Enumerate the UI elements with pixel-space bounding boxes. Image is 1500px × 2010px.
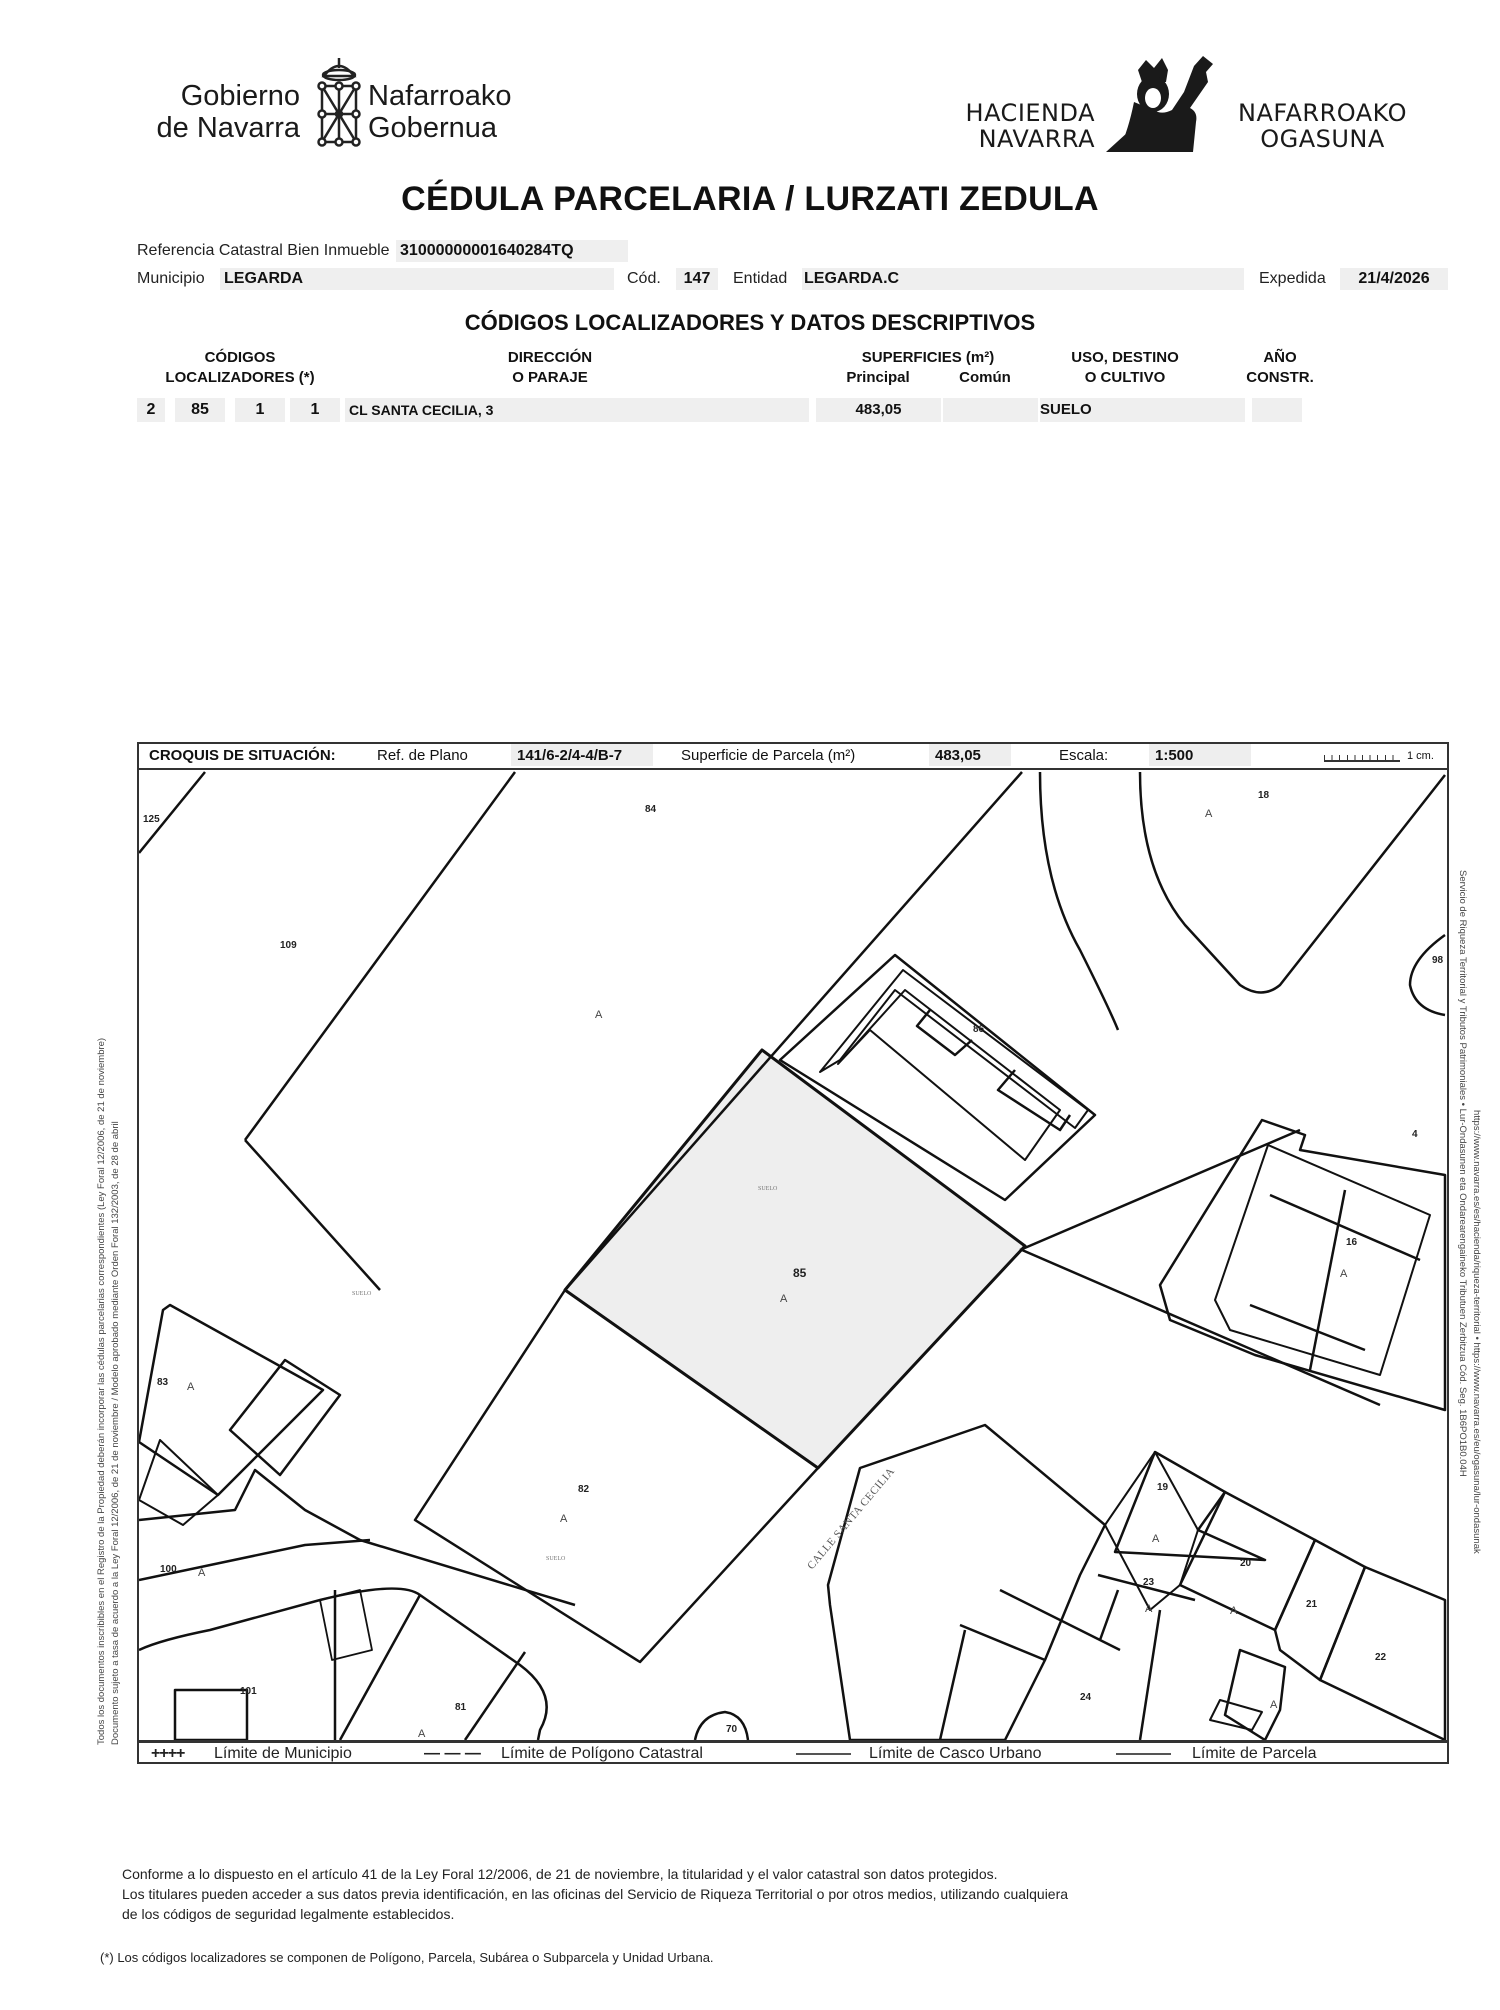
side-legal-line2: Documento sujeto a tasa de acuerdo a la Ley Foral 12/2006, de 21 de noviembre / Modelo aprobado mediante Orden Foral 132/2003, de 28 de abril bbox=[110, 1121, 121, 1745]
parcel-label: 18 bbox=[1258, 790, 1270, 801]
legend-municipio-label: Límite de Municipio bbox=[214, 1745, 352, 1762]
ref-catastral-label: Referencia Catastral Bien Inmueble bbox=[137, 242, 390, 259]
side-legal-line1: Todos los documentos inscribibles en el Registro de la Propiedad deberán incorporar las cédulas parcelarias correspondientes (Ley Foral 12/2006, de 21 de noviembre) bbox=[96, 1037, 107, 1745]
hacienda-logo-line: NAVARRA bbox=[978, 125, 1095, 153]
section-title: CÓDIGOS LOCALIZADORES Y DATOS DESCRIPTIVOS bbox=[464, 310, 1036, 335]
legend-casco-label: Límite de Casco Urbano bbox=[869, 1745, 1042, 1762]
legal-notice bbox=[122, 1864, 1382, 1924]
subparcel-letter: A bbox=[595, 1009, 603, 1021]
gov-logo-line: Gobernua bbox=[368, 112, 497, 144]
header-direccion bbox=[450, 348, 650, 388]
legend-casco-line-icon bbox=[796, 1753, 851, 1755]
side-legal-text-right bbox=[1456, 870, 1486, 1554]
cell-anio bbox=[1252, 398, 1302, 422]
header-codigos-line1: CÓDIGOS bbox=[204, 349, 276, 366]
hacienda-logo-line: NAFARROAKO bbox=[1238, 99, 1407, 127]
parcel-85-highlight bbox=[565, 1050, 1025, 1468]
parcel-label: 83 bbox=[157, 1377, 169, 1388]
header-principal: Principal bbox=[846, 369, 910, 386]
header-uso-line2: O CULTIVO bbox=[1084, 369, 1166, 386]
header-direccion-line1: DIRECCIÓN bbox=[507, 349, 593, 366]
hacienda-logo-text-left bbox=[945, 100, 1095, 152]
legend-parcela-label: Límite de Parcela bbox=[1192, 1745, 1317, 1762]
header-direccion-line2: O PARAJE bbox=[512, 369, 588, 386]
municipio-row bbox=[137, 268, 205, 290]
expedida-label: Expedida bbox=[1259, 270, 1326, 287]
header-anio-line1: AÑO bbox=[1263, 349, 1297, 366]
scale-bar-label: 1 cm. bbox=[1407, 750, 1434, 762]
cell-parcela: 85 bbox=[175, 398, 225, 422]
use-label-suelo: SUELO bbox=[758, 1186, 778, 1192]
legend-poligono-label: Límite de Polígono Catastral bbox=[501, 1745, 703, 1762]
subparcel-letter: A bbox=[1205, 808, 1213, 820]
parcel-label: 19 bbox=[1157, 1482, 1169, 1493]
gov-logo-line: Gobierno bbox=[180, 80, 300, 112]
subparcel-letter: A bbox=[1340, 1268, 1348, 1280]
municipio-label: Municipio bbox=[137, 270, 205, 287]
use-label-suelo: SUELO bbox=[352, 1291, 372, 1297]
side-service-line2: https://www.navarra.es/es/hacienda/riqueza-territorial • https://www.navarra.es/eu/ogasuna/lur-ondasunak bbox=[1471, 1110, 1482, 1554]
legend-parcela-line-icon bbox=[1116, 1753, 1171, 1755]
header-comun: Común bbox=[959, 369, 1011, 386]
hacienda-logo-line: HACIENDA bbox=[965, 99, 1095, 127]
hacienda-logo-text-right bbox=[1225, 100, 1420, 152]
parcel-label: 98 bbox=[1432, 955, 1444, 966]
legal-notice-line: Los titulares pueden acceder a sus datos previa identificación, en las oficinas del Servicio de Riqueza Territorial o por otros medios, utilizando cualquiera bbox=[122, 1886, 1069, 1902]
expedida-value: 21/4/2026 bbox=[1340, 268, 1448, 290]
entidad-label: Entidad bbox=[733, 270, 788, 287]
parcel-label: 82 bbox=[578, 1484, 590, 1495]
ref-plano-value: 141/6-2/4-4/B-7 bbox=[511, 744, 653, 766]
king-figure-icon bbox=[1098, 52, 1223, 157]
gov-logo-line: Nafarroako bbox=[368, 80, 512, 112]
parcel-label: 23 bbox=[1143, 1577, 1155, 1588]
parcel-label: 21 bbox=[1306, 1599, 1318, 1610]
scale-bar-icon bbox=[1324, 750, 1400, 762]
hacienda-logo-line: OGASUNA bbox=[1260, 125, 1385, 153]
entidad-value: LEGARDA.C bbox=[802, 268, 1244, 290]
parcel-label: 86 bbox=[973, 1024, 985, 1035]
cell-subarea: 1 bbox=[235, 398, 285, 422]
municipio-value: LEGARDA bbox=[220, 268, 614, 290]
header-uso-line1: USO, DESTINO bbox=[1071, 349, 1179, 366]
map-title: CROQUIS DE SITUACIÓN: bbox=[149, 747, 336, 764]
header-uso bbox=[1040, 348, 1210, 388]
parcel-label: 125 bbox=[143, 814, 160, 825]
map-header bbox=[139, 744, 1447, 770]
cell-principal: 483,05 bbox=[816, 398, 941, 422]
cell-uso: SUELO bbox=[1040, 398, 1245, 422]
use-label-suelo: SUELO bbox=[546, 1556, 566, 1562]
header-superficies-line1: SUPERFICIES (m²) bbox=[861, 349, 995, 366]
header-codigos-line2: LOCALIZADORES (*) bbox=[165, 369, 315, 386]
parcel-label: 70 bbox=[726, 1724, 738, 1735]
parcel-label: 84 bbox=[645, 804, 657, 815]
subparcel-letter: A bbox=[187, 1381, 195, 1393]
legal-notice-line: de los códigos de seguridad legalmente establecidos. bbox=[122, 1906, 455, 1922]
subparcel-letter: A bbox=[780, 1293, 788, 1305]
parcel-label: 109 bbox=[280, 940, 297, 951]
cod-value: 147 bbox=[676, 268, 718, 290]
legend-poligono-symbol: — — — bbox=[424, 1745, 481, 1762]
map-legend bbox=[139, 1740, 1447, 1762]
legend-municipio-symbol: ++++ bbox=[151, 1745, 185, 1762]
side-service-line1: Servicio de Riqueza Territorial y Tributos Patrimoniales • Lur-Ondasunen eta Ondarearengaineko Tributuen Zerbitzua Cód. Seg. 1B6PO1B0.04H bbox=[1457, 870, 1468, 1477]
cell-unidad: 1 bbox=[290, 398, 340, 422]
parcel-label: 16 bbox=[1346, 1237, 1358, 1248]
parcel-label: 4 bbox=[1412, 1129, 1418, 1140]
gov-logo-text-right bbox=[368, 80, 511, 144]
parcel-label: 20 bbox=[1240, 1558, 1252, 1569]
cell-direccion: CL SANTA CECILIA, 3 bbox=[345, 398, 809, 422]
subparcel-letter: A bbox=[418, 1728, 426, 1740]
ref-catastral-value: 31000000001640284TQ bbox=[396, 240, 628, 262]
navarra-coat-of-arms-icon bbox=[314, 54, 364, 150]
subparcel-letter: A bbox=[1152, 1533, 1160, 1545]
escala-value: 1:500 bbox=[1149, 744, 1251, 766]
ref-plano-label: Ref. de Plano bbox=[377, 747, 468, 764]
footnote: (*) Los códigos localizadores se componen de Polígono, Parcela, Subárea o Subparcela y Unidad Urbana. bbox=[100, 1950, 714, 1965]
gov-logo-line: de Navarra bbox=[156, 112, 300, 144]
side-legal-text-left bbox=[96, 1037, 126, 1746]
parcel-label: 24 bbox=[1080, 1692, 1092, 1703]
subparcel-letter: A bbox=[1145, 1603, 1153, 1615]
header-anio-line2: CONSTR. bbox=[1246, 369, 1314, 386]
subparcel-letter: A bbox=[560, 1513, 568, 1525]
parcel-label: 101 bbox=[240, 1686, 257, 1697]
subparcel-letter: A bbox=[198, 1567, 206, 1579]
header-superficies bbox=[828, 348, 1028, 368]
escala-label: Escala: bbox=[1059, 747, 1109, 764]
parcel-label: 81 bbox=[455, 1702, 467, 1713]
legal-notice-line: Conforme a lo dispuesto en el artículo 41 de la Ley Foral 12/2006, de 21 de noviembre, la titularidad y el valor catastral son datos protegidos. bbox=[122, 1866, 998, 1882]
cadastral-map bbox=[139, 770, 1447, 1740]
parcel-label: 22 bbox=[1375, 1652, 1387, 1663]
cell-comun bbox=[943, 398, 1038, 422]
header-codigos bbox=[140, 348, 340, 388]
parcel-label-selected: 85 bbox=[793, 1266, 807, 1280]
header-anio bbox=[1230, 348, 1330, 388]
superficie-label: Superficie de Parcela (m²) bbox=[681, 747, 856, 764]
gov-logo-text-left bbox=[130, 80, 300, 144]
street-name-label: CALLE SANTA CECILIA bbox=[805, 1465, 898, 1572]
cod-label: Cód. bbox=[627, 270, 661, 287]
superficie-value: 483,05 bbox=[929, 744, 1011, 766]
ref-catastral-row bbox=[137, 240, 628, 262]
parcel-label: 100 bbox=[160, 1564, 177, 1575]
subparcel-letter: A bbox=[1230, 1605, 1238, 1617]
page-title: CÉDULA PARCELARIA / LURZATI ZEDULA bbox=[401, 180, 1099, 218]
cell-poligono: 2 bbox=[137, 398, 165, 422]
subparcel-letter: A bbox=[1270, 1699, 1278, 1711]
